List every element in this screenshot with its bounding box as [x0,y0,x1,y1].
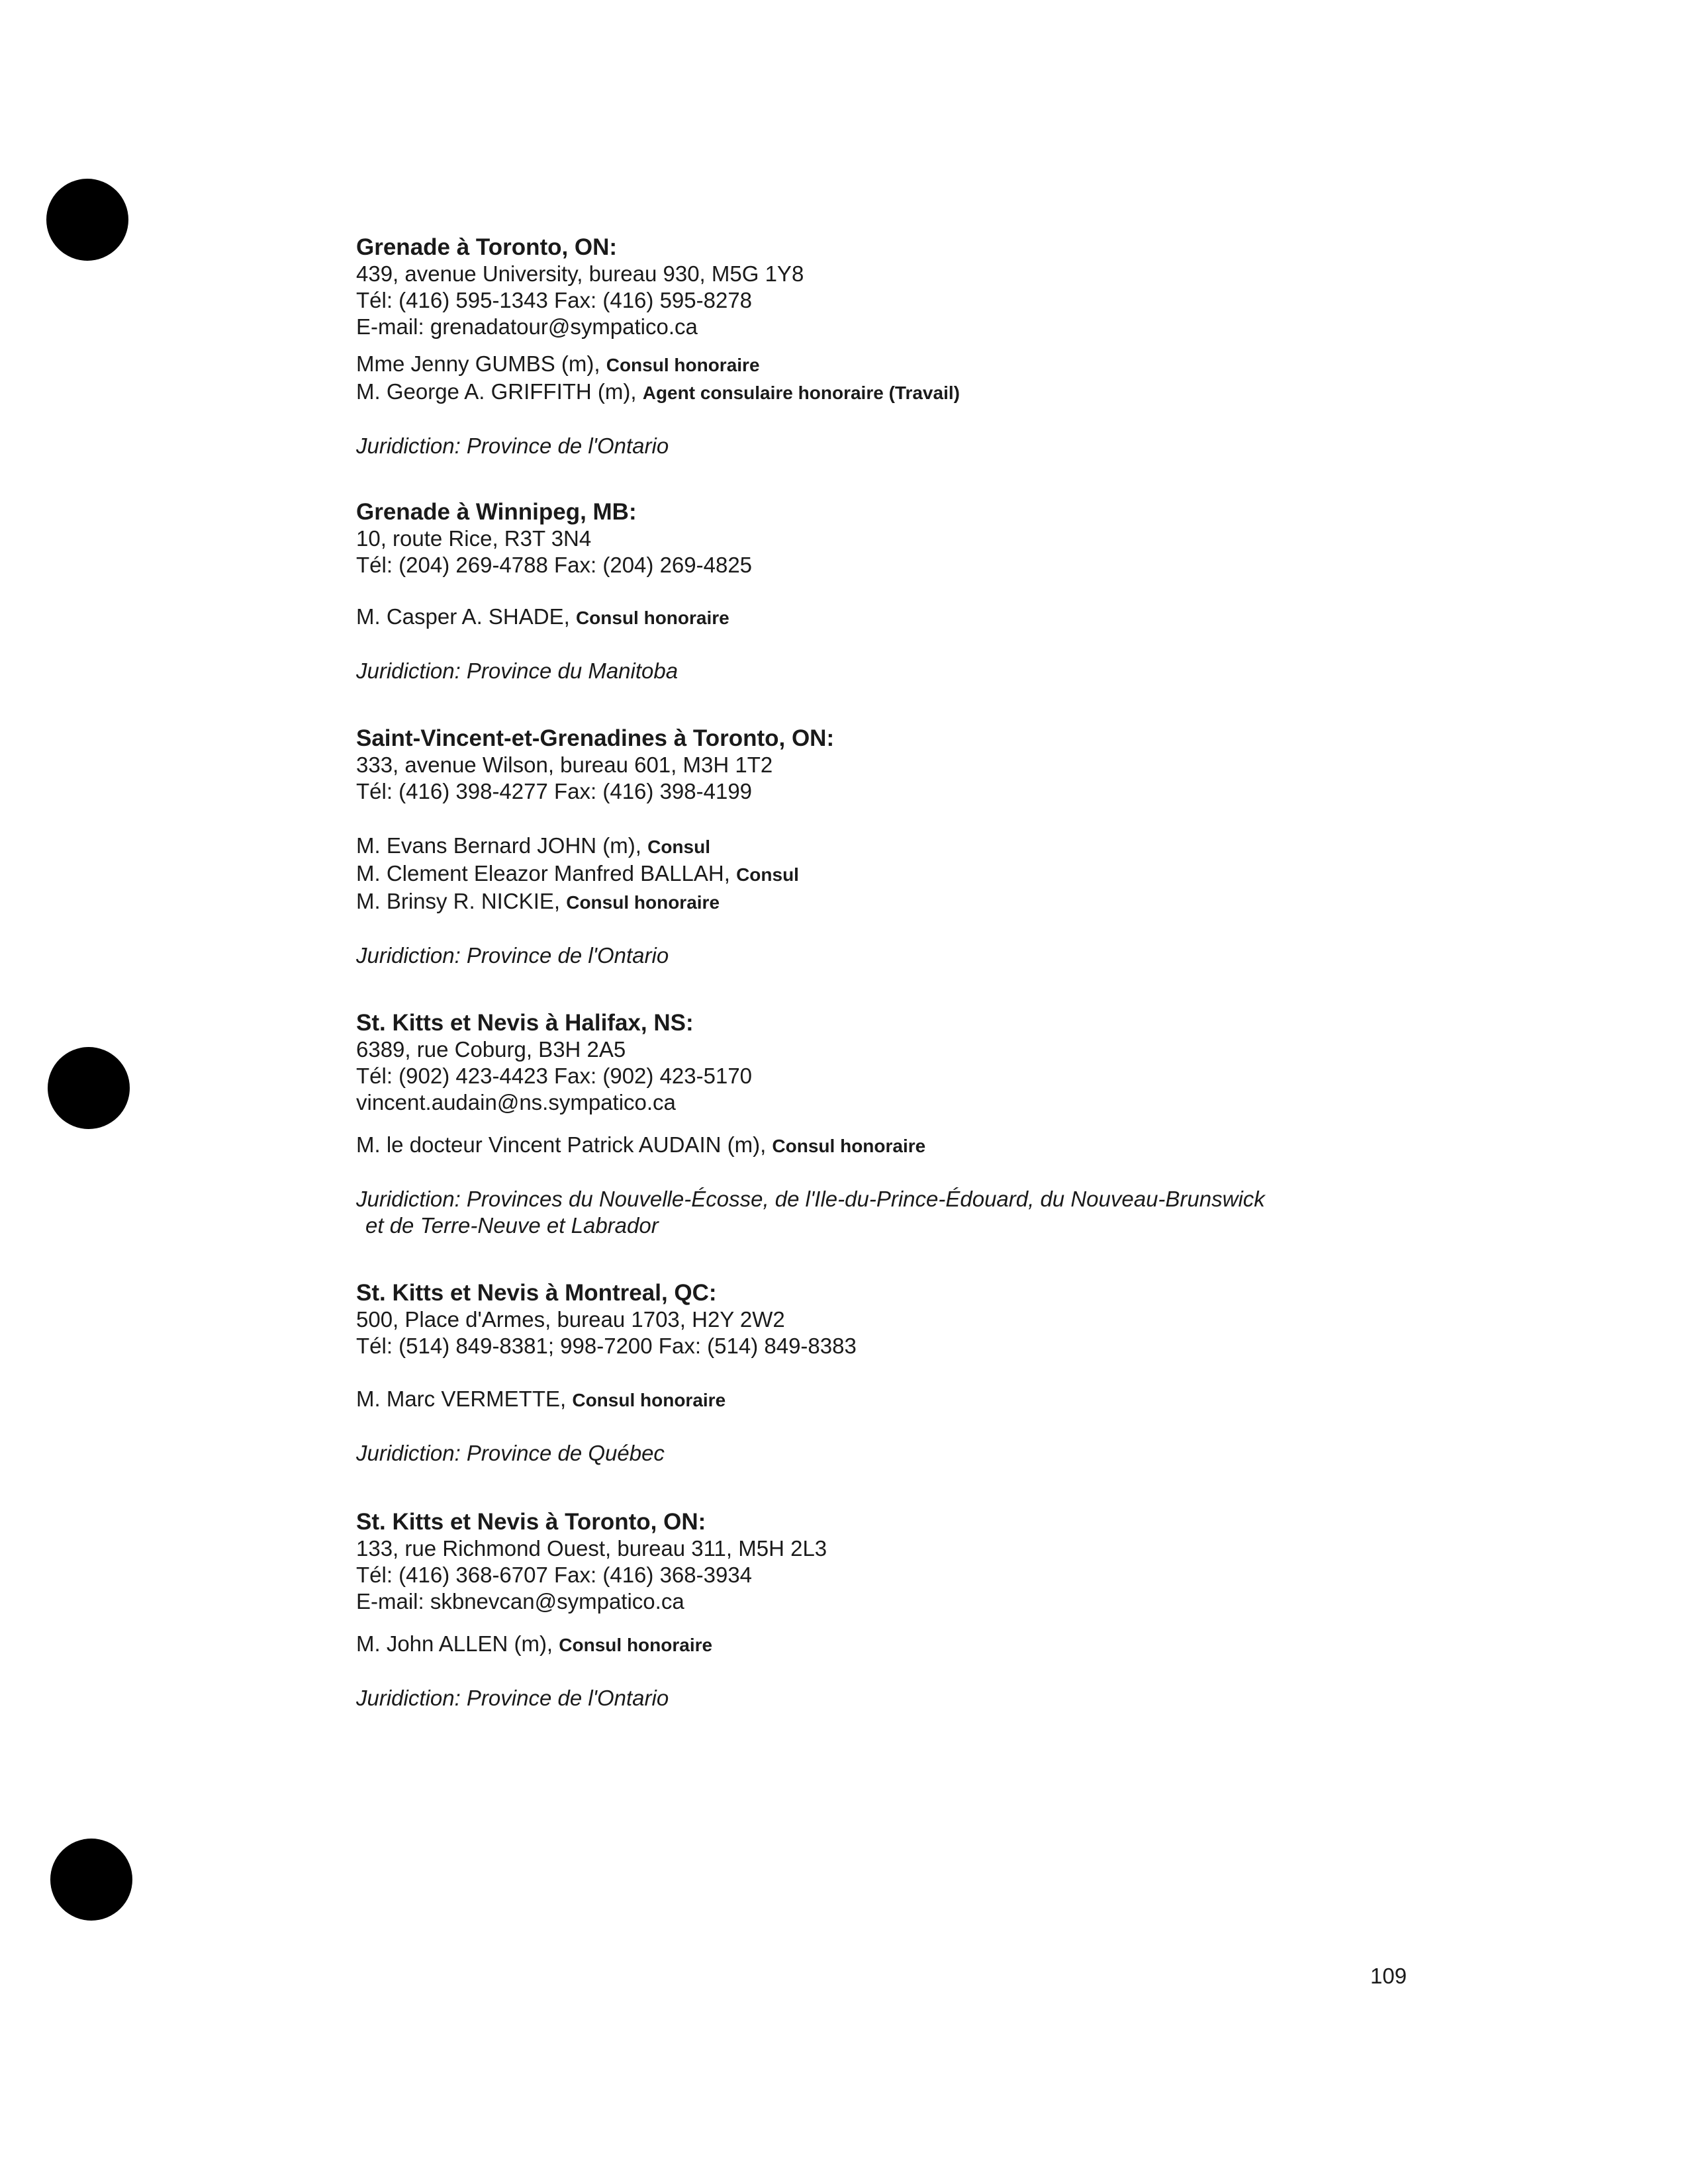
consulate-entry [356,1010,1429,1239]
staff-name: M. le docteur Vincent Patrick AUDAIN (m), [356,1132,767,1157]
staff-list [356,604,1429,631]
staff-list [356,1386,1429,1414]
jurisdiction [356,1186,1429,1239]
staff-role: Consul honoraire [772,1136,926,1156]
jurisdiction: Juridiction: Province de l'Ontario [356,433,669,458]
address-line: 439, avenue University, bureau 930, M5G 1Y8 [356,261,804,286]
page-number: 109 [1370,1964,1407,1988]
staff-list [356,351,1429,406]
binder-hole-top [46,179,128,261]
staff-role: Consul [647,837,710,857]
jurisdiction: Juridiction: Province du Manitoba [356,659,679,683]
staff-role: Consul honoraire [572,1390,726,1410]
staff-role: Consul honoraire [566,892,720,913]
address-line: 10, route Rice, R3T 3N4 [356,526,592,551]
staff-list [356,833,1429,916]
consulate-heading: Grenade à Winnipeg, MB: [356,499,637,525]
address-line: 333, avenue Wilson, bureau 601, M3H 1T2 [356,752,773,777]
jurisdiction-line: Juridiction: Provinces du Nouvelle-Écosse, de l'Ile-du-Prince-Édouard, du Nouveau-Brunswick [356,1187,1265,1211]
phone-fax-line: Tél: (514) 849-8381; 998-7200 Fax: (514) 849-8383 [356,1334,857,1358]
binder-hole-middle [48,1047,130,1129]
email-line: vincent.audain@ns.sympatico.ca [356,1090,676,1115]
staff-member [356,379,1429,406]
staff-member [356,1631,1429,1659]
consulate-heading: St. Kitts et Nevis à Montreal, QC: [356,1280,717,1306]
consulate-heading: St. Kitts et Nevis à Halifax, NS: [356,1010,694,1036]
phone-fax-line: Tél: (416) 595-1343 Fax: (416) 595-8278 [356,288,753,312]
staff-member [356,888,1429,916]
jurisdiction-line: et de Terre-Neuve et Labrador [365,1213,659,1238]
consulate-entry [356,1509,1429,1711]
phone-fax-line: Tél: (416) 398-4277 Fax: (416) 398-4199 [356,779,753,803]
staff-list [356,1631,1429,1659]
phone-fax-line: Tél: (416) 368-6707 Fax: (416) 368-3934 [356,1563,753,1587]
staff-member [356,833,1429,860]
staff-role: Agent consulaire honoraire (Travail) [642,383,960,403]
phone-fax-line: Tél: (204) 269-4788 Fax: (204) 269-4825 [356,553,753,577]
address-line: 6389, rue Coburg, B3H 2A5 [356,1037,626,1062]
email-line: E-mail: skbnevcan@sympatico.ca [356,1589,684,1614]
consulate-entry [356,234,1429,459]
staff-name: M. Brinsy R. NICKIE, [356,889,561,913]
staff-role: Consul honoraire [559,1635,713,1655]
staff-member [356,1132,1429,1160]
staff-name: M. Clement Eleazor Manfred BALLAH, [356,861,730,886]
staff-list [356,1132,1429,1160]
consulate-entry [356,1280,1429,1467]
phone-fax-line: Tél: (902) 423-4423 Fax: (902) 423-5170 [356,1064,753,1088]
staff-role: Consul [736,864,799,885]
consulate-listing [356,234,1429,1741]
staff-member [356,351,1429,379]
staff-name: M. Casper A. SHADE, [356,604,570,629]
staff-role: Consul honoraire [575,608,729,628]
consulate-heading: St. Kitts et Nevis à Toronto, ON: [356,1509,706,1535]
staff-member [356,604,1429,631]
address-line: 133, rue Richmond Ouest, bureau 311, M5H 2L3 [356,1536,827,1561]
jurisdiction: Juridiction: Province de Québec [356,1441,665,1465]
staff-role: Consul honoraire [606,355,760,375]
email-line: E-mail: grenadatour@sympatico.ca [356,314,698,339]
jurisdiction: Juridiction: Province de l'Ontario [356,943,669,968]
consulate-heading: Grenade à Toronto, ON: [356,234,618,260]
consulate-heading: Saint-Vincent-et-Grenadines à Toronto, ON: [356,725,835,751]
staff-name: M. John ALLEN (m), [356,1631,553,1656]
staff-member [356,1386,1429,1414]
consulate-entry [356,725,1429,969]
address-line: 500, Place d'Armes, bureau 1703, H2Y 2W2 [356,1307,785,1332]
consulate-entry [356,499,1429,684]
staff-name: M. George A. GRIFFITH (m), [356,379,637,404]
staff-name: Mme Jenny GUMBS (m), [356,351,600,376]
staff-name: M. Marc VERMETTE, [356,1387,567,1411]
jurisdiction: Juridiction: Province de l'Ontario [356,1686,669,1710]
staff-name: M. Evans Bernard JOHN (m), [356,833,641,858]
staff-member [356,860,1429,888]
binder-hole-bottom [50,1839,132,1921]
